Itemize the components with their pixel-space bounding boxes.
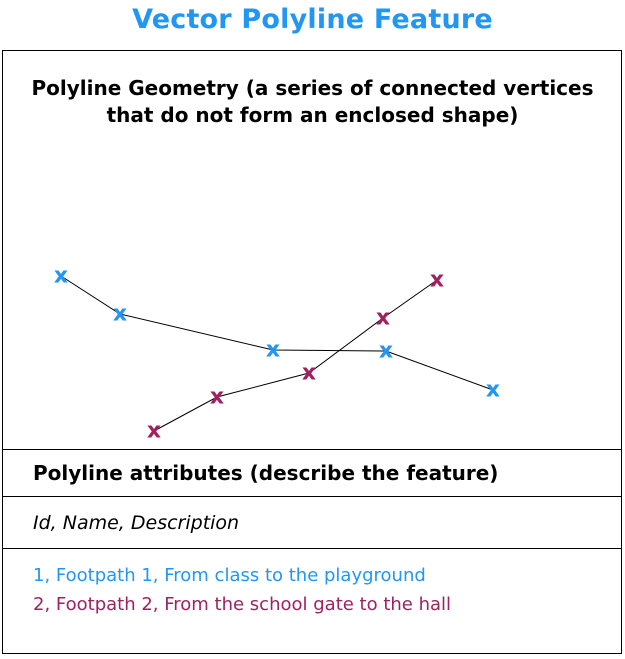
vertex-marker: x: [53, 263, 69, 289]
polyline-footpath-1: [61, 276, 493, 390]
vertex-marker: x: [146, 418, 162, 444]
attributes-header-label: Polyline attributes (describe the feature): [33, 461, 499, 485]
vertex-marker: x: [112, 301, 128, 327]
page-title: Vector Polyline Feature: [132, 4, 493, 35]
vertex-marker: x: [209, 384, 225, 410]
table-row: 2, Footpath 2, From the school gate to the hall: [33, 594, 452, 615]
vertex-marker: x: [265, 337, 281, 363]
attribute-fields-row: [3, 497, 621, 549]
attribute-fields-label: Id, Name, Description: [33, 511, 240, 534]
polyline-footpath-2: [154, 280, 437, 431]
diagram-frame: [2, 50, 622, 654]
vertex-marker: x: [485, 377, 501, 403]
attribute-records: [3, 561, 621, 619]
vertex-marker: x: [301, 360, 317, 386]
attributes-header: [3, 449, 621, 497]
vertex-marker: x: [429, 267, 445, 293]
vertex-marker: x: [375, 305, 391, 331]
geometry-caption: Polyline Geometry (a series of connected vertices that do not form an enclosed shape): [31, 76, 594, 127]
vertex-marker: x: [378, 338, 394, 364]
table-row: 1, Footpath 1, From class to the playground: [33, 565, 426, 586]
